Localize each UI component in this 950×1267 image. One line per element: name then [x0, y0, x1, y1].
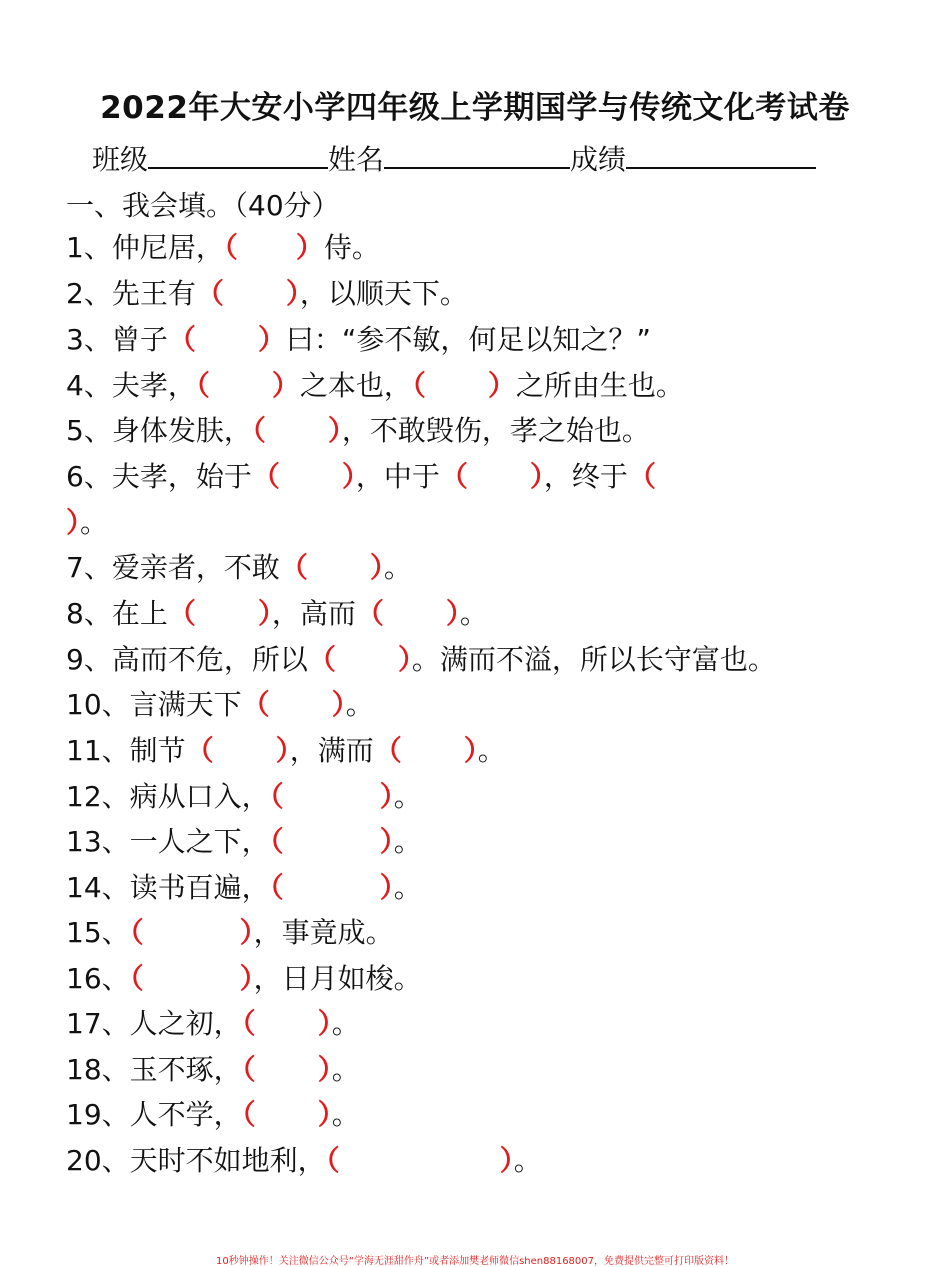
- question-text: 侍。: [323, 231, 380, 264]
- question-text: 夫孝，始于: [111, 460, 252, 493]
- score-label: 成绩: [570, 143, 627, 176]
- answer-bracket-close: ）: [463, 734, 478, 767]
- question-13: [66, 822, 422, 862]
- answer-bracket-close: ）: [445, 597, 460, 630]
- question-19: [66, 1095, 360, 1135]
- question-text: 。: [477, 734, 506, 767]
- question-number: 6、: [66, 460, 112, 493]
- question-11: [66, 731, 506, 771]
- question-5: [66, 411, 650, 451]
- question-text: ，中于: [355, 460, 440, 493]
- answer-bracket-close: ）: [239, 916, 254, 949]
- question-text: 。: [345, 688, 374, 721]
- question-number: 17、: [66, 1007, 130, 1040]
- question-20: [66, 1141, 542, 1181]
- section-heading: 一、我会填。（40分）: [66, 189, 340, 222]
- answer-bracket-close: ）: [341, 460, 356, 493]
- answer-bracket-close: ）: [529, 460, 544, 493]
- header-fields: [92, 138, 816, 178]
- answer-bracket-close: ）: [487, 369, 516, 402]
- answer-bracket-open: （: [269, 780, 284, 813]
- answer-bracket-open: （: [279, 551, 308, 584]
- question-text: 天时不如地利，: [129, 1144, 326, 1177]
- question-text: 。: [383, 551, 412, 584]
- answer-bracket-open: （: [195, 369, 210, 402]
- answer-bracket-open: （: [241, 688, 270, 721]
- question-8: [66, 594, 488, 634]
- question-text: 。: [513, 1144, 542, 1177]
- question-10: [66, 685, 374, 725]
- question-text: 制节: [129, 734, 186, 767]
- answer-bracket-close: ）: [317, 1007, 332, 1040]
- answer-bracket-open: （: [223, 231, 238, 264]
- question-text: 。满而不溢，所以长守富也。: [411, 643, 776, 676]
- answer-bracket-open: （: [251, 460, 280, 493]
- question-text: 曰：“参不敏，何足以知之？”: [285, 323, 651, 356]
- question-text: 之所由生也。: [515, 369, 684, 402]
- question-14: [66, 868, 422, 908]
- question-number: 14、: [66, 871, 130, 904]
- question-number: 1、: [66, 231, 112, 264]
- class-blank[interactable]: [148, 141, 328, 169]
- answer-bracket-close: ）: [285, 277, 300, 310]
- answer-bracket-open: （: [241, 1053, 256, 1086]
- question-number: 16、: [66, 962, 130, 995]
- answer-bracket-close: ）: [66, 506, 81, 539]
- question-text: 人不学，: [129, 1098, 242, 1131]
- question-1: [66, 228, 380, 268]
- answer-bracket-close: ）: [317, 1098, 332, 1131]
- question-text: 。: [393, 871, 422, 904]
- answer-bracket-close: ）: [369, 551, 384, 584]
- answer-bracket-open: （: [129, 916, 144, 949]
- answer-bracket-close: ）: [379, 780, 394, 813]
- question-text: 之本也，: [299, 369, 412, 402]
- question-number: 15、: [66, 916, 130, 949]
- question-text: 言满天下: [129, 688, 242, 721]
- question-2: [66, 274, 468, 314]
- question-number: 13、: [66, 825, 130, 858]
- answer-bracket-open: （: [167, 597, 196, 630]
- question-text: 。: [331, 1053, 360, 1086]
- question-15: [66, 913, 394, 953]
- question-text: ，满而: [289, 734, 374, 767]
- question-number: 5、: [66, 414, 112, 447]
- answer-bracket-close: ）: [257, 323, 286, 356]
- answer-bracket-close: ）: [317, 1053, 332, 1086]
- name-label: 姓名: [328, 143, 385, 176]
- answer-bracket-open: （: [269, 825, 284, 858]
- question-text: 仲尼居，: [111, 231, 224, 264]
- answer-bracket-close: ）: [331, 688, 346, 721]
- answer-bracket-open: （: [241, 1098, 256, 1131]
- question-text: ，高而: [271, 597, 356, 630]
- question-text: 在上: [111, 597, 168, 630]
- question-18: [66, 1050, 360, 1090]
- question-number: 12、: [66, 780, 130, 813]
- answer-bracket-close: ）: [295, 231, 324, 264]
- answer-bracket-open: （: [185, 734, 214, 767]
- question-text: 。: [393, 825, 422, 858]
- question-text: 。: [459, 597, 488, 630]
- answer-bracket-open: （: [269, 871, 284, 904]
- question-text: 高而不危，所以: [111, 643, 308, 676]
- answer-bracket-open: （: [373, 734, 402, 767]
- question-number: 10、: [66, 688, 130, 721]
- answer-bracket-close: ）: [327, 414, 342, 447]
- question-text: ，终于: [543, 460, 628, 493]
- question-number: 18、: [66, 1053, 130, 1086]
- question-text: 玉不琢，: [129, 1053, 242, 1086]
- question-text: 。: [393, 780, 422, 813]
- question-text: 先王有: [111, 277, 196, 310]
- question-text: 曾子: [111, 323, 168, 356]
- question-number: 9、: [66, 643, 112, 676]
- answer-bracket-close: ）: [397, 643, 412, 676]
- answer-bracket-open: （: [439, 460, 468, 493]
- answer-bracket-close: ）: [499, 1144, 514, 1177]
- answer-bracket-open: （: [355, 597, 384, 630]
- question-text: 一人之下，: [129, 825, 270, 858]
- question-9: [66, 640, 776, 680]
- answer-bracket-open: （: [307, 643, 336, 676]
- answer-bracket-open: （: [167, 323, 196, 356]
- question-number: 11、: [66, 734, 130, 767]
- answer-bracket-open: （: [411, 369, 426, 402]
- question-text: 人之初，: [129, 1007, 242, 1040]
- footer-promo-text: 10秒钟操作！关注微信公众号“学海无涯甜作舟”或者添加樊老师微信shen88168007，免费提供完整可打印版资料！: [215, 1256, 735, 1267]
- exam-title: 2022年大安小学四年级上学期国学与传统文化考试卷: [100, 90, 850, 126]
- class-label: 班级: [92, 143, 149, 176]
- question-6: [66, 457, 656, 497]
- answer-bracket-close: ）: [275, 734, 290, 767]
- question-number: 4、: [66, 369, 112, 402]
- question-number: 20、: [66, 1144, 130, 1177]
- answer-bracket-close: ）: [379, 825, 394, 858]
- answer-bracket-open: （: [627, 460, 656, 493]
- question-text: 。: [331, 1098, 360, 1131]
- answer-bracket-open: （: [129, 962, 144, 995]
- question-3: [66, 320, 651, 360]
- answer-bracket-close: ）: [239, 962, 254, 995]
- answer-bracket-close: ）: [257, 597, 272, 630]
- question-text: 。: [80, 506, 109, 539]
- question-text: ，事竟成。: [253, 916, 394, 949]
- question-text: 爱亲者，不敢: [111, 551, 280, 584]
- score-blank[interactable]: [626, 141, 816, 169]
- answer-bracket-open: （: [195, 277, 224, 310]
- answer-bracket-close: ）: [271, 369, 300, 402]
- question-text: 读书百遍，: [129, 871, 270, 904]
- answer-bracket-open: （: [251, 414, 266, 447]
- question-number: 8、: [66, 597, 112, 630]
- question-text: ，不敢毁伤，孝之始也。: [341, 414, 650, 447]
- answer-bracket-open: （: [241, 1007, 256, 1040]
- question-number: 19、: [66, 1098, 130, 1131]
- question-text: 身体发肤，: [111, 414, 252, 447]
- question-16: [66, 959, 422, 999]
- question-17: [66, 1004, 360, 1044]
- question-text: ，日月如梭。: [253, 962, 422, 995]
- question-text: 病从口入，: [129, 780, 270, 813]
- question-number: 2、: [66, 277, 112, 310]
- question-number: 3、: [66, 323, 112, 356]
- question-12: [66, 777, 422, 817]
- question-7: [66, 548, 412, 588]
- name-blank[interactable]: [384, 141, 570, 169]
- question-4: [66, 366, 684, 406]
- question-text: ，以顺天下。: [299, 277, 468, 310]
- question-text: 。: [331, 1007, 360, 1040]
- question-6-continuation: [66, 503, 108, 543]
- answer-bracket-open: （: [325, 1144, 340, 1177]
- question-text: 夫孝，: [111, 369, 196, 402]
- answer-bracket-close: ）: [379, 871, 394, 904]
- question-number: 7、: [66, 551, 112, 584]
